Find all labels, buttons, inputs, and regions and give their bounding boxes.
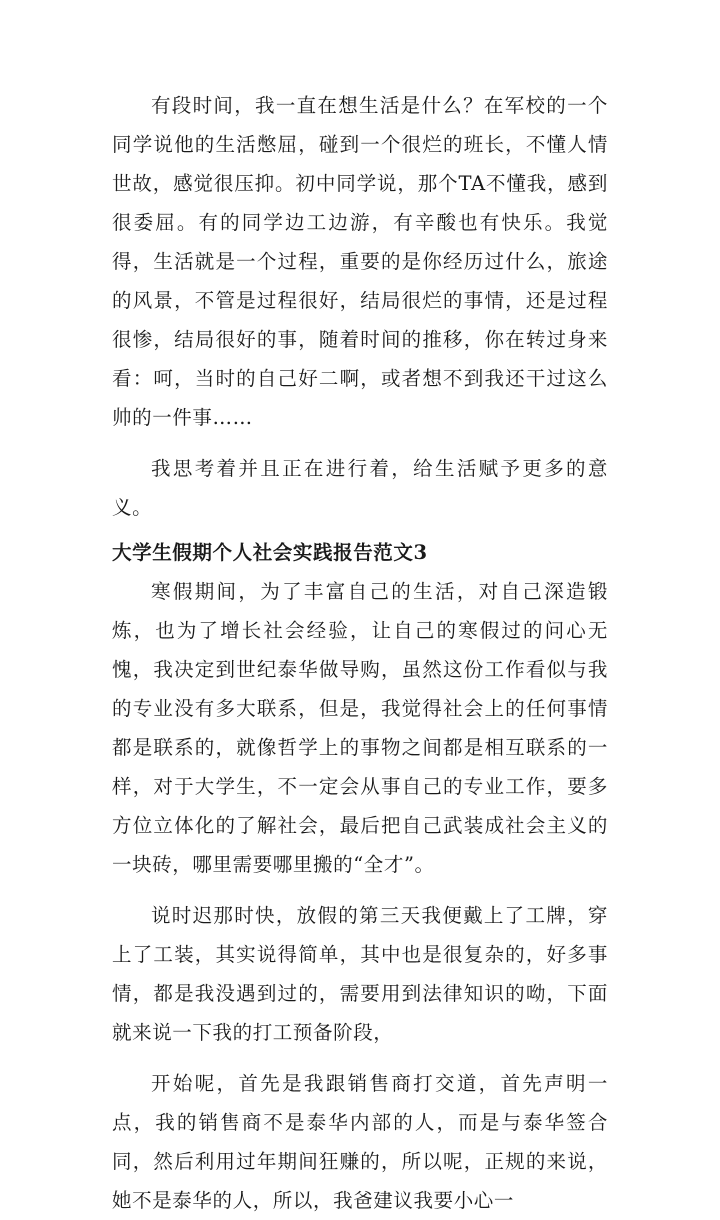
paragraph-seller: 开始呢，首先是我跟销售商打交道，首先声明一点，我的销售商不是泰华内部的人，而是与泰华签合同，然后利用过年期间狂赚的，所以呢，正规的来说，她不是泰华的人，所以，我爸建议我要小心一 (112, 1072, 608, 1212)
paragraph-life-reflection: 有段时间，我一直在想生活是什么？在军校的一个同学说他的生活憋屈，碰到一个很烂的班长，不懂人情世故，感觉很压抑。初中同学说，那个TA不懂我，感到很委屈。有的同学边工边游，有辛酸也有快乐。我觉得，生活就是一个过程，重要的是你经历过什么，旅途的风景，不管是过程很好，结局很烂的事情，还是过程很惨，结局很好的事，随着时间的推移，你在转过身来看：呵，当时的自己好二啊，或者想不到我还干过这么帅的一件事…… (112, 94, 608, 429)
section-heading: 大学生假期个人社会实践报告范文3 (112, 541, 428, 564)
paragraph-winter-break: 寒假期间，为了丰富自己的生活，对自己深造锻炼，也为了增长社会经验，让自己的寒假过的问心无愧，我决定到世纪泰华做导购，虽然这份工作看似与我的专业没有多大联系，但是，我觉得社会上的任何事情都是联系的，就像哲学上的事物之间都是相互联系的一样，对于大学生，不一定会从事自己的专业工作，要多方位立体化的了解社会，最后把自己武装成社会主义的一块砖，哪里需要哪里搬的“全才”。 (112, 580, 608, 876)
paragraph-first-days: 说时迟那时快，放假的第三天我便戴上了工牌，穿上了工装，其实说得简单，其中也是很复杂的，好多事情，都是我没遇到过的，需要用到法律知识的呦，下面就来说一下我的打工预备阶段， (112, 904, 608, 1044)
paragraph-meaning: 我思考着并且正在进行着，给生活赋予更多的意义。 (112, 457, 608, 519)
